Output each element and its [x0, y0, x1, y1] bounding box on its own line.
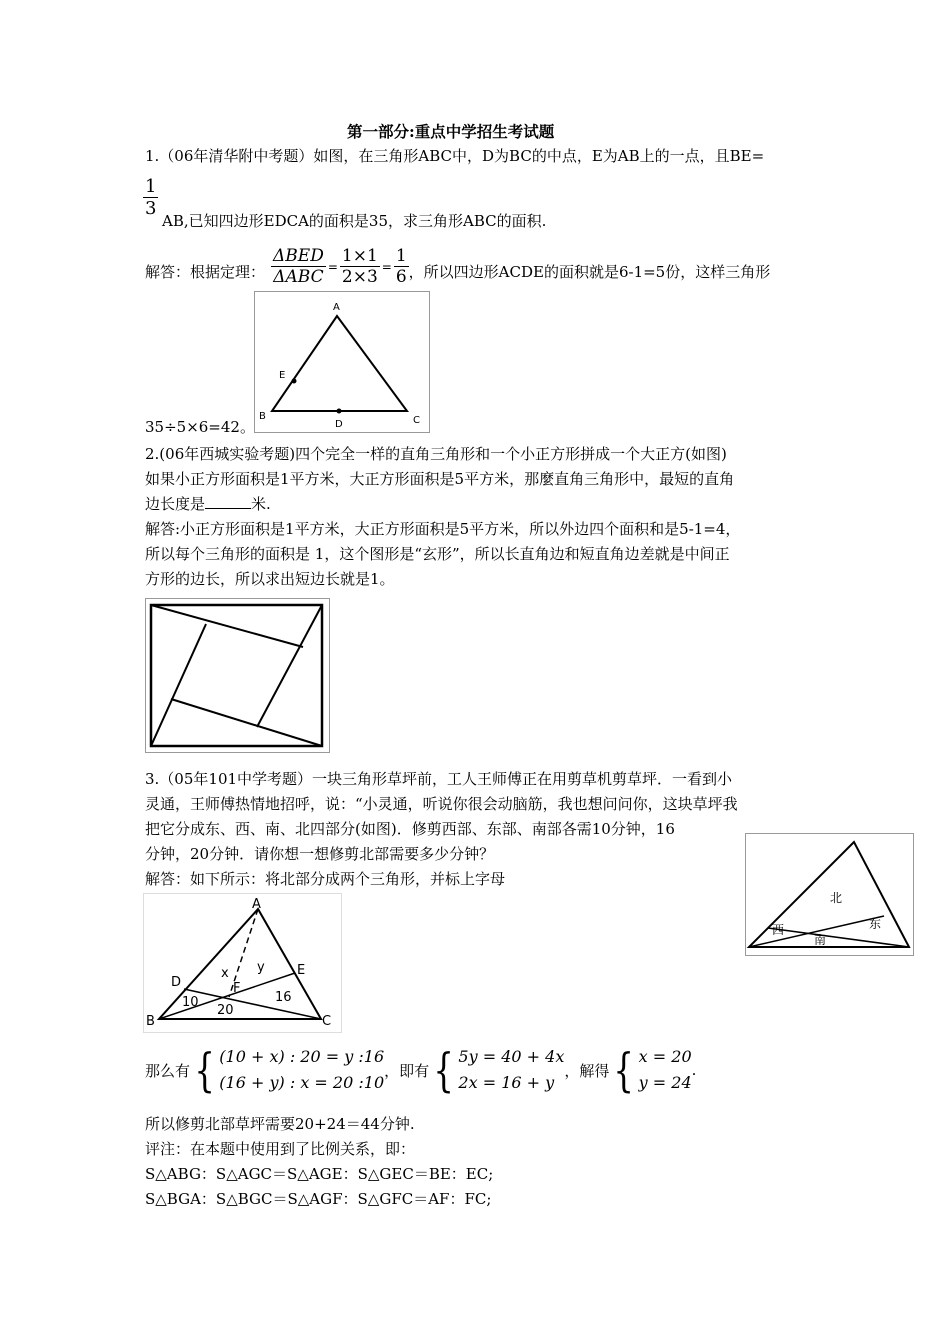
q1-f1-num: ΔBED — [273, 246, 324, 266]
q2-sol2: 所以每个三角形的面积是 1，这个图形是“玄形”，所以长直角边和短直角边差就是中间正 — [145, 545, 730, 563]
q3-line1: 3.（05年101中学考题）一块三角形草坪前，工人王师傅正在用剪草机剪草坪．一看到小 — [145, 770, 733, 788]
q1-sol-suffix: ，所以四边形ACDE的面积就是6-1=5份，这样三角形 — [408, 263, 771, 281]
q3-label-16: 16 — [275, 990, 292, 1005]
q3-label-f: F — [233, 981, 241, 996]
q1-f2-den: 2×3 — [341, 267, 378, 287]
q3-comment: 评注：在本题中使用到了比例关系，即： — [145, 1140, 416, 1158]
q3-left-figure — [143, 893, 342, 1033]
q3-brace-1: { — [194, 1043, 215, 1097]
q1-frac-den: 3 — [145, 198, 157, 219]
q3-label-20: 20 — [217, 1003, 234, 1018]
q3-system-2 — [458, 1044, 564, 1096]
q3-system-3 — [639, 1044, 692, 1096]
q1-eq-2: = — [381, 259, 392, 274]
q2-line1: 2.(06年西城实验考题)四个完全一样的直角三角形和一个小正方形拼成一个大正方(如图) — [145, 445, 727, 463]
q3-label-a: A — [252, 897, 261, 912]
q1-frac-2 — [340, 246, 380, 287]
q3-label-north: 北 — [830, 891, 843, 905]
q1-frac-3 — [394, 246, 409, 287]
q3-jiyou: ，即有 — [384, 1061, 430, 1080]
q3-equations — [145, 1042, 696, 1098]
q3-label-10: 10 — [182, 995, 199, 1010]
q2-sol1: 解答:小正方形面积是1平方米，大正方形面积是5平方米，所以外边四个面积和是5-1=4， — [145, 520, 741, 538]
q2-line3-b: 米. — [251, 495, 271, 513]
q3-label-c: C — [322, 1014, 332, 1029]
q1-f3-den: 6 — [395, 267, 407, 287]
q1-line2: AB,已知四边形EDCA的面积是35，求三角形ABC的面积. — [162, 212, 547, 230]
q3-jiede: ，解得 — [564, 1061, 610, 1080]
q3-label-x: x — [221, 966, 229, 981]
q3-label-d: D — [171, 975, 182, 990]
q1-eq-1: = — [327, 259, 338, 274]
q3-sys2-a: 5y = 40 + 4x — [458, 1047, 565, 1066]
q1-sol-prefix: 解答：根据定理： — [145, 263, 266, 281]
q1-label-c: C — [413, 415, 420, 426]
q3-sol: 解答：如下所示：将北部分成两个三角形，并标上字母 — [145, 870, 506, 888]
q3-ratio1: S△ABG：S△AGC＝S△AGE：S△GEC＝BE：EC; — [145, 1165, 494, 1183]
q1-label-d: D — [335, 419, 343, 430]
q3-sys3-a: x = 20 — [638, 1047, 692, 1066]
q1-frac-num: 1 — [145, 176, 157, 197]
q1-label-e: E — [279, 370, 286, 381]
q3-sys1-b: (16 + y) : x = 20 :10 — [219, 1073, 385, 1092]
q3-line4: 分钟，20分钟．请你想一想修剪北部需要多少分钟？ — [145, 845, 495, 863]
q3-label-south: 南 — [814, 933, 827, 947]
q3-right-figure — [745, 833, 914, 956]
q1-f1-den: ΔABC — [273, 267, 324, 287]
q3-conclusion: 所以修剪北部草坪需要20+24＝44分钟. — [145, 1115, 415, 1133]
q3-system-1 — [219, 1044, 384, 1096]
q2-line3-a: 边长度是 — [145, 495, 206, 513]
q2-square-figure — [145, 598, 330, 753]
q1-line1: 1.（06年清华附中考题）如图，在三角形ABC中，D为BC的中点，E为AB上的一点，且BE= — [145, 147, 765, 165]
q3-label-b: B — [146, 1014, 155, 1029]
q3-brace-2: { — [433, 1043, 455, 1097]
q3-line3: 把它分成东、西、南、北四部分(如图)．修剪西部、东部、南部各需10分钟，16 — [145, 820, 675, 838]
q3-label-west: 西 — [772, 923, 785, 937]
q1-label-a: A — [333, 302, 340, 313]
q3-sys1-a: (10 + x) : 20 = y :16 — [219, 1047, 385, 1066]
q3-sys2-b: 2x = 16 + y — [458, 1073, 555, 1092]
q1-triangle-figure — [254, 291, 430, 433]
q3-line2: 灵通，王师傅热情地招呼，说：“小灵通，听说你很会动脑筋，我也想问问你，这块草坪我 — [145, 795, 738, 813]
page-title: 第一部分:重点中学招生考试题 — [347, 122, 555, 141]
q3-sys3-b: y = 24 — [638, 1073, 692, 1092]
q1-result: 35÷5×6=42。 — [145, 418, 255, 436]
q1-label-b: B — [259, 411, 266, 422]
q3-label-e: E — [297, 963, 306, 978]
q1-f3-num: 1 — [395, 246, 407, 266]
q2-line2: 如果小正方形面积是1平方米，大正方形面积是5平方米，那麼直角三角形中，最短的直角 — [145, 470, 735, 488]
q3-label-y: y — [257, 960, 265, 975]
q3-period: . — [691, 1061, 697, 1079]
q3-label-east: 东 — [869, 917, 882, 931]
q1-frac-1 — [271, 246, 326, 287]
q3-then: 那么有 — [145, 1061, 191, 1080]
q1-fraction — [143, 176, 158, 219]
q3-brace-3: { — [613, 1043, 635, 1097]
q2-sol3: 方形的边长，所以求出短边长就是1。 — [145, 570, 395, 588]
q2-answer-blank — [205, 508, 251, 509]
q1-solution — [145, 246, 770, 287]
q1-f2-num: 1×1 — [341, 246, 378, 266]
q2-line3 — [145, 493, 271, 514]
q3-ratio2: S△BGA：S△BGC＝S△AGF：S△GFC＝AF：FC; — [145, 1190, 492, 1208]
